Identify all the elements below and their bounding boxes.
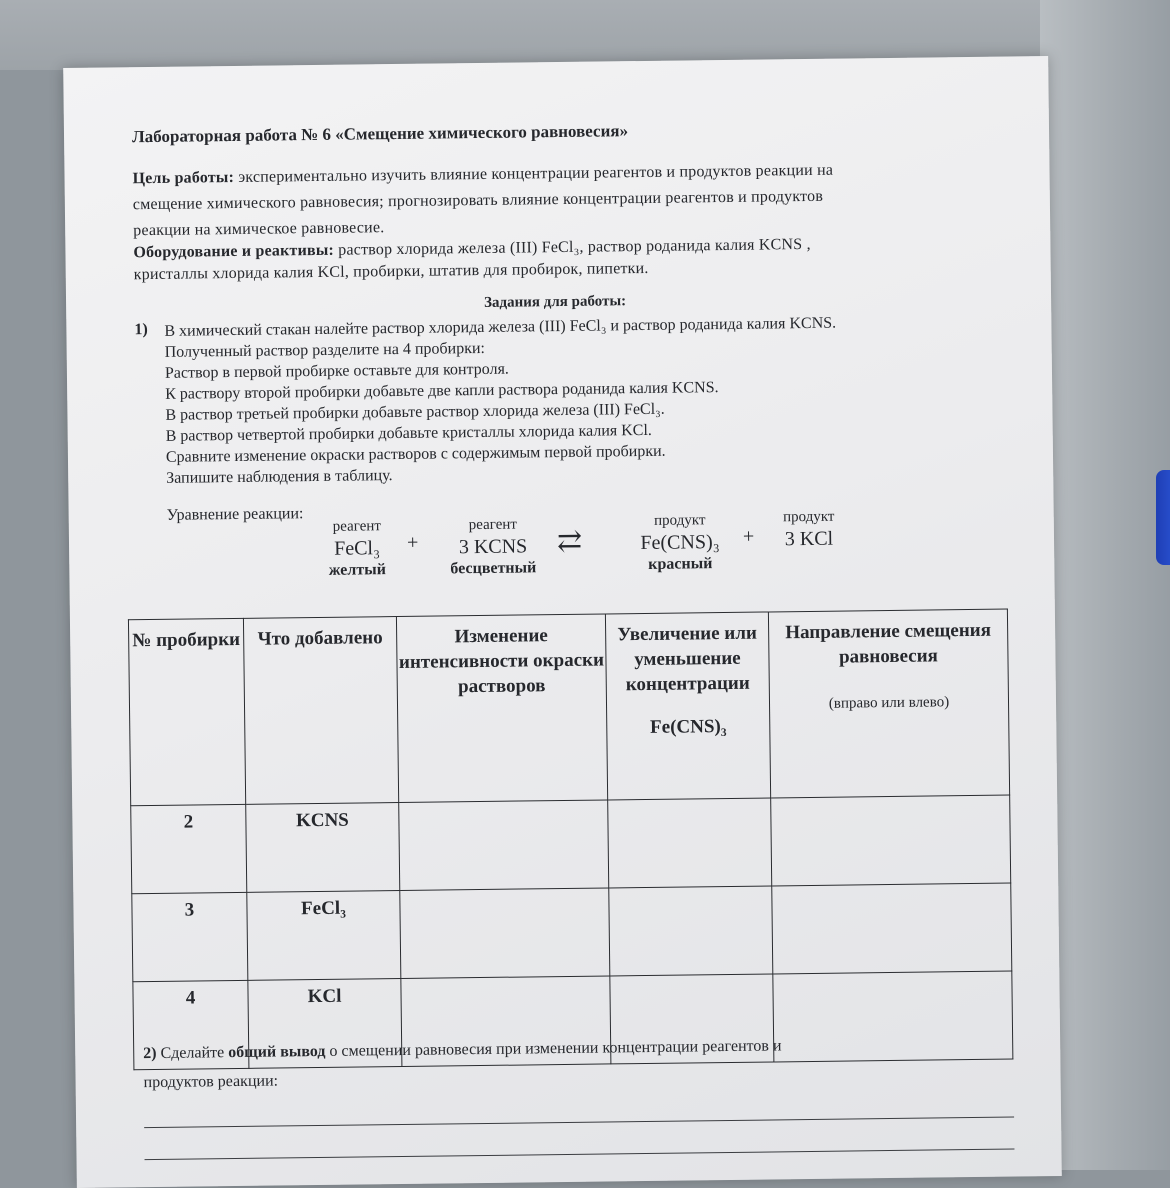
conclusion-task: [143, 1031, 782, 1097]
answer-line[interactable]: [145, 1149, 1015, 1161]
reagent-1-role: реагент: [332, 518, 382, 535]
cell-color-change[interactable]: [399, 800, 609, 891]
equipment-text-1: раствор хлорида железа (III) FeCl₃, раствор роданида калия KCNS ,: [333, 235, 811, 259]
page-title: Лабораторная работа № 6 «Смещение химического равновесия»: [131, 121, 629, 147]
reagent-1-color: желтый: [328, 561, 386, 579]
product-1-color: красный: [648, 555, 713, 573]
answer-line[interactable]: [144, 1117, 1014, 1129]
reagent-2-formula: 3 KCNS: [458, 535, 528, 559]
blue-pen: [1156, 470, 1170, 565]
reagent-2: [433, 516, 554, 578]
goal-text-3: реакции на химическое равновесие.: [133, 219, 385, 240]
conclusion-text-line2: продуктов реакции:: [143, 1072, 279, 1092]
product-1-formula: Fe(CNS)₃: [640, 531, 720, 555]
table-row: [132, 883, 1012, 982]
task-line: В раствор третьей пробирки добавьте раствор хлорида железа (III) FeCl₃.: [165, 400, 665, 424]
conclusion-number: 2): [143, 1044, 157, 1063]
cell-added: KCNS: [246, 803, 400, 893]
equilibrium-arrow-icon: ⇄: [556, 524, 583, 559]
goal-text-1: экспериментально изучить влияние концентрации реагентов и продуктов реакции на: [233, 161, 834, 186]
cell-tube-number: 3: [132, 892, 248, 981]
conclusion-text-post: о смещении равновесия при изменении концентрации реагентов и: [325, 1037, 782, 1060]
product-2-formula: 3 KCl: [784, 527, 834, 551]
task-number: 1): [134, 321, 148, 339]
task-line: Раствор в первой пробирке оставьте для контроля.: [164, 360, 509, 382]
table-row: [131, 795, 1011, 894]
header-direction-label: Направление смещения равновесия: [785, 619, 992, 668]
reagent-2-color: бесцветный: [450, 559, 537, 578]
header-color-change: Изменение интенсивности окраски растворов: [396, 614, 607, 803]
equipment-text-2: кристаллы хлорида калия KCl, пробирки, штатив для пробирок, пипетки.: [133, 259, 649, 284]
task-line: Полученный раствор разделите на 4 пробирки:: [164, 339, 486, 361]
task-line: В раствор четвертой пробирки добавьте кристаллы хлорида калия KCl.: [165, 421, 652, 445]
task-line: Сравните изменение окраски растворов с содержимым первой пробирки.: [165, 442, 666, 466]
reagent-1: [312, 518, 403, 580]
cell-direction[interactable]: [771, 795, 1011, 886]
observation-table: [128, 609, 1013, 1071]
task-line: В химический стакан налейте раствор хлорида железа (III) FeCl₃ и раствор роданида калия KCNS.: [164, 314, 837, 340]
header-added: Что добавлено: [243, 617, 398, 805]
task-line: К раствору второй пробирки добавьте две капли раствора роданида калия KCNS.: [165, 379, 719, 403]
reagent-1-formula: FeCl₃: [334, 537, 381, 560]
cell-tube-number: 2: [131, 804, 247, 893]
cell-direction[interactable]: [772, 883, 1012, 974]
header-direction-note: (вправо или влево): [828, 694, 950, 712]
conclusion-text-pre: Сделайте: [156, 1044, 229, 1062]
tasks-heading: Задания для работы:: [483, 293, 627, 311]
equipment-label: Оборудование и реактивы:: [133, 241, 335, 262]
cell-added: KCl: [248, 979, 402, 1069]
header-concentration-formula: Fe(CNS)₃: [649, 716, 727, 738]
cell-concentration[interactable]: [609, 886, 773, 976]
worksheet-paper: [63, 56, 1062, 1188]
header-direction: [768, 609, 1009, 798]
goal-text-2: смещение химического равновесия; прогнозировать влияние концентрации реагентов и продуктов: [132, 187, 824, 214]
product-1-role: продукт: [653, 512, 706, 529]
plus-sign: +: [742, 525, 755, 548]
header-concentration: [605, 612, 770, 800]
header-concentration-label: Увеличение или уменьшение концентрации: [617, 622, 758, 696]
table-header-row: [128, 609, 1009, 806]
cell-direction[interactable]: [773, 971, 1013, 1062]
equation-label: Уравнение реакции:: [166, 505, 304, 524]
task-line: Запишите наблюдения в таблицу.: [166, 467, 393, 487]
conclusion-emphasis: общий вывод: [228, 1042, 326, 1062]
header-tube-number: № пробирки: [128, 618, 245, 805]
cell-added: FeCl₃: [247, 891, 401, 981]
plus-sign: +: [406, 531, 419, 554]
product-2: [769, 508, 850, 552]
cell-color-change[interactable]: [400, 888, 610, 979]
cell-tube-number: 4: [133, 980, 249, 1069]
cell-concentration[interactable]: [608, 798, 772, 888]
goal-label: Цель работы:: [132, 168, 235, 188]
product-2-role: продукт: [782, 508, 835, 526]
product-1: [625, 512, 736, 574]
reagent-2-role: реагент: [468, 516, 517, 534]
